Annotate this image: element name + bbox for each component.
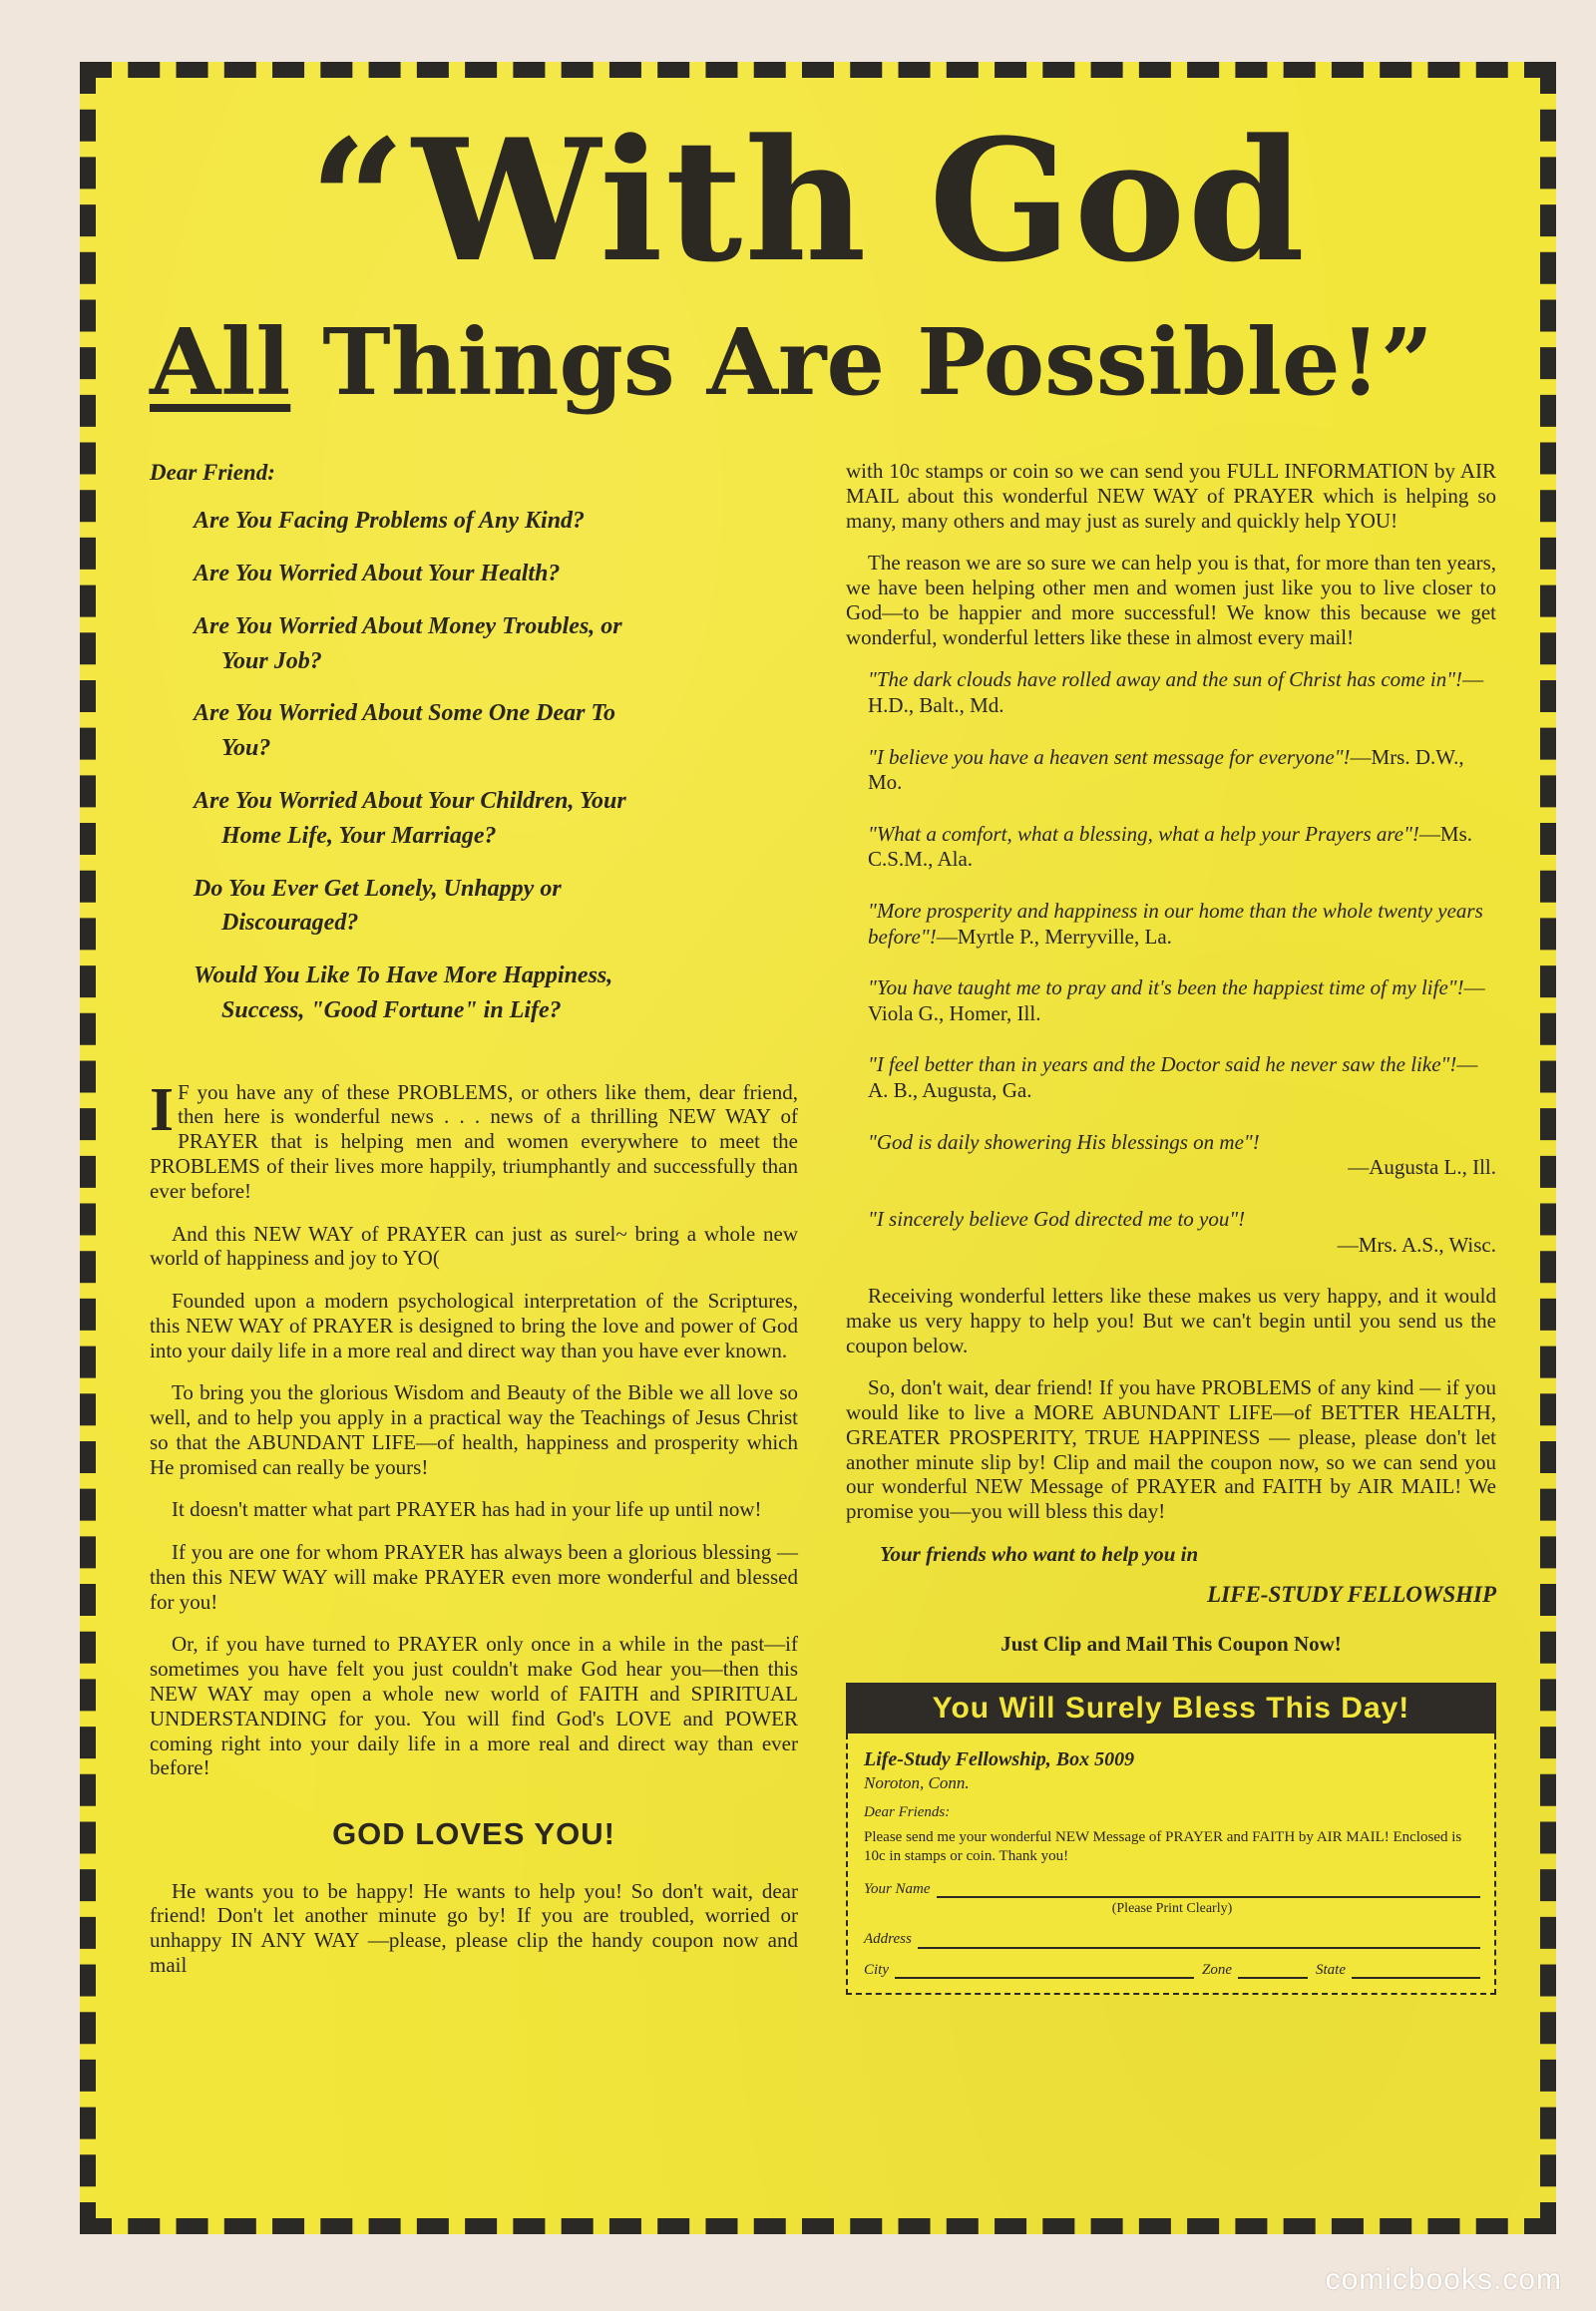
question-continuation: Discouraged?	[221, 910, 359, 937]
salutation: Dear Friend:	[150, 460, 275, 485]
question-item	[194, 557, 798, 591]
question-item	[194, 504, 798, 539]
testimonial-author: —Mrs. D.W., Mo.	[868, 744, 1464, 795]
testimonial-author: —Mrs. A.S., Wisc.	[1337, 1232, 1496, 1257]
right-paragraph-3: Receiving wonderful letters like these makes us very happy, and it would make us very happy to help you! But we can't begin until you send us the coupon below.	[846, 1284, 1496, 1357]
testimonial	[868, 899, 1496, 950]
question-item	[194, 609, 798, 679]
right-paragraph-4: So, don't wait, dear friend! If you have PROBLEMS of any kind — if you would like to live a MORE ABUNDANT LIFE—of BETTER HEALTH, GREATER PROSPERITY, TRUE HAPPINESS — please, please don't let another minute slip by! Clip and mail the coupon now, so we can send you our wonderful NEW Message of PRAYER and FAITH by AIR MAIL! We promise you—you will bless this day!	[846, 1375, 1496, 1524]
paragraph-1	[150, 1075, 798, 1204]
ad-page	[80, 62, 1556, 2234]
question-item	[194, 959, 798, 1028]
testimonial-author: —A. B., Augusta, Ga.	[868, 1052, 1478, 1103]
zone-label: Zone	[1202, 1961, 1232, 1978]
city-zone-state-field[interactable]	[864, 1961, 1480, 1980]
closing-line: Your friends who want to help you in	[880, 1542, 1199, 1566]
paragraph-4: To bring you the glorious Wisdom and Beauty of the Bible we all love so well, and to help you apply in a practical way the Teachings of Jesus Christ so that the ABUNDANT LIFE—of health, happiness and prosperity which He promised can really be yours!	[150, 1380, 798, 1479]
question-item	[194, 872, 798, 942]
question-list	[150, 504, 798, 1028]
name-label: Your Name	[864, 1880, 931, 1897]
zone-line[interactable]	[1238, 1963, 1308, 1979]
testimonial	[868, 1052, 1496, 1103]
question-text: Are You Worried About Your Health?	[194, 560, 561, 586]
testimonial-quote: "I believe you have a heaven sent message for everyone"!	[868, 744, 1351, 769]
headline-rest: Things Are Possible!”	[290, 308, 1433, 416]
address-field[interactable]	[864, 1930, 1480, 1949]
testimonial-quote: "God is daily showering His blessings on me"!	[868, 1129, 1260, 1154]
testimonial-quote: "You have taught me to pray and it's been the happiest time of my life"!	[868, 975, 1464, 1000]
testimonial-author: —Augusta L., Ill.	[1348, 1155, 1496, 1180]
paragraph-2: And this NEW WAY of PRAYER can just as surel~ bring a whole new world of happiness and joy to YO(	[150, 1221, 798, 1271]
testimonial	[868, 667, 1496, 718]
address-label: Address	[864, 1930, 912, 1947]
name-line[interactable]	[937, 1882, 1480, 1898]
question-item	[194, 696, 798, 766]
right-paragraph-1: with 10c stamps or coin so we can send you FULL INFORMATION by AIR MAIL about this wonderful NEW WAY of PRAYER which is helping so many, many others and may just as surely and quickly help YOU!	[846, 459, 1496, 533]
coupon-address-line-1: Life-Study Fellowship, Box 5009	[864, 1748, 1135, 1771]
paragraph-7: Or, if you have turned to PRAYER only once in a while in the past—if sometimes you have felt you just couldn't make God hear you—then this NEW WAY may open a whole new world of FAITH and SPIRITUAL UNDERSTANDING for you. You will find God's LOVE and POWER coming right into your daily life in a more real and direct way than ever before!	[150, 1632, 798, 1780]
testimonial-author: —Myrtle P., Merryville, La.	[936, 924, 1172, 949]
testimonial-list	[846, 667, 1496, 1258]
coupon-form[interactable]	[846, 1733, 1496, 1995]
drop-cap: I	[150, 1075, 175, 1144]
right-column	[846, 459, 1496, 1995]
question-text: Do You Ever Get Lonely, Unhappy or	[194, 875, 562, 902]
state-label: State	[1316, 1961, 1346, 1978]
paragraph-3: Founded upon a modern psychological interpretation of the Scriptures, this NEW WAY of PRAYER is designed to bring the love and power of God into your daily life in a more real and direct way than you have ever known.	[150, 1289, 798, 1362]
paragraph-6: If you are one for whom PRAYER has always been a glorious blessing — then this NEW WAY will make PRAYER even more wonderful and blessed for you!	[150, 1540, 798, 1614]
testimonial	[868, 1130, 1496, 1181]
question-text: Are You Worried About Money Troubles, or	[194, 612, 622, 639]
testimonial-quote: "More prosperity and happiness in our home than the whole twenty years before"!	[868, 899, 1483, 949]
paragraph-8: He wants you to be happy! He wants to help you! So don't wait, dear friend! Don't let another minute go by! If you are troubled, worried or unhappy IN ANY WAY —please, please clip the handy coupon now and mail	[150, 1878, 798, 1977]
coupon-message: Please send me your wonderful NEW Message of PRAYER and FAITH by AIR MAIL! Enclosed is 10c in stamps or coin. Thank you!	[864, 1829, 1462, 1864]
question-text: Are You Worried About Some One Dear To	[194, 700, 615, 727]
testimonial-author: —Viola G., Homer, Ill.	[868, 975, 1485, 1025]
question-continuation: Your Job?	[221, 647, 322, 674]
paragraph-5: It doesn't matter what part PRAYER has had in your life up until now!	[172, 1497, 762, 1522]
watermark: comicbooks.com	[1325, 2263, 1562, 2296]
left-column	[150, 459, 798, 1996]
question-text: Are You Facing Problems of Any Kind?	[194, 508, 586, 535]
testimonial-quote: "I sincerely believe God directed me to you"!	[868, 1206, 1246, 1231]
testimonial	[868, 822, 1496, 873]
name-field[interactable]	[864, 1880, 1480, 1899]
testimonial	[868, 975, 1496, 1026]
address-line[interactable]	[918, 1933, 1480, 1949]
question-text: Are You Worried About Your Children, Your	[194, 787, 626, 814]
city-line[interactable]	[895, 1963, 1194, 1979]
clip-coupon-line: Just Clip and Mail This Coupon Now!	[1000, 1631, 1342, 1656]
testimonial-quote: "I feel better than in years and the Doctor said he never saw the like"!	[868, 1052, 1457, 1077]
question-text: Would You Like To Have More Happiness,	[194, 963, 613, 989]
testimonial	[868, 745, 1496, 796]
god-loves-heading: GOD LOVES YOU!	[332, 1816, 615, 1852]
paragraph-1-text: F you have any of these PROBLEMS, or others like them, dear friend, then here is wonderful news . . . news of a thrilling NEW WAY of PRAYER that is helping men and women everywhere to meet the PROBLEMS of their lives more happily, triumphantly and successfully than ever before!	[150, 1079, 798, 1203]
testimonial-quote: "What a comfort, what a blessing, what a help your Prayers are"!	[868, 821, 1419, 846]
headline-line-1: “With God	[308, 102, 1308, 299]
city-label: City	[864, 1961, 889, 1978]
question-item	[194, 784, 798, 854]
coupon-address-line-2: Noroton, Conn.	[864, 1773, 970, 1793]
question-continuation: Success, "Good Fortune" in Life?	[221, 996, 562, 1023]
coupon-dear: Dear Friends:	[864, 1804, 951, 1821]
testimonial-author: —Ms. C.S.M., Ala.	[868, 821, 1473, 872]
testimonial	[868, 1207, 1496, 1258]
signature: LIFE-STUDY FELLOWSHIP	[1207, 1581, 1496, 1607]
state-line[interactable]	[1352, 1963, 1480, 1979]
headline-all: All	[150, 308, 291, 416]
please-print-note: (Please Print Clearly)	[1111, 1901, 1233, 1917]
question-continuation: Home Life, Your Marriage?	[221, 822, 497, 849]
headline-line-2	[150, 308, 1486, 416]
testimonial-quote: "The dark clouds have rolled away and the sun of Christ has come in"!	[868, 667, 1463, 692]
right-paragraph-2: The reason we are so sure we can help you is that, for more than ten years, we have been helping other men and women just like you to live closer to God—to be happier and more successful! We know this because we get wonderful, wonderful letters like these in almost every mail!	[846, 551, 1496, 649]
question-continuation: You?	[221, 735, 271, 762]
testimonial-author: —H.D., Balt., Md.	[868, 667, 1484, 717]
coupon-banner: You Will Surely Bless This Day!	[846, 1683, 1496, 1733]
